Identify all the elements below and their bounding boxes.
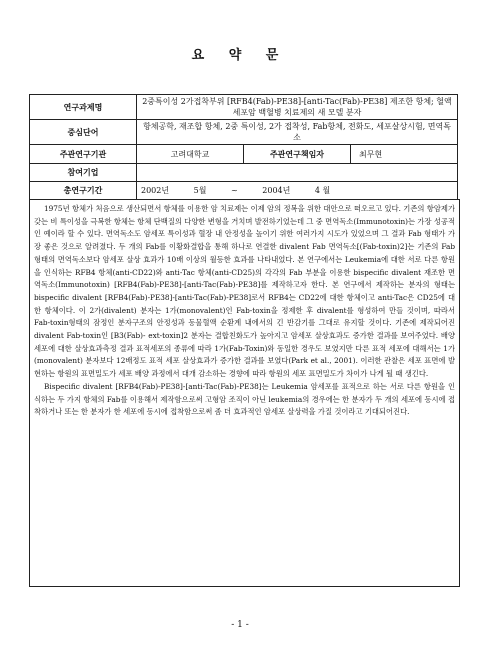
org-label: 주관연구기관: [30, 145, 137, 164]
period-label: 총연구기간: [30, 182, 137, 200]
keywords-value: 항체공학, 재조합 항체, 2중 특이성, 2가 접착성, Fab항체, 전화도, 세포살상시험, 면역독소: [137, 120, 458, 145]
page-title: 요 약 문: [191, 48, 289, 63]
row-participant: [30, 164, 458, 182]
row-organization: [30, 145, 458, 164]
page-number: - 1 -: [231, 620, 249, 630]
participant-label: 참여기업: [30, 164, 137, 182]
abstract-paragraph-1: 1975년 항체가 처음으로 생산되면서 항체를 이용한 암 치료제는 이제 암의 정복을 위한 대안으로 떠오르고 있다. 기존의 항암제가 갖는 비 특이성을 극복한 항체는 항체 단백질의 다양한 변형을 거치며 발전하기었는데 그 중 면역독소(Immunotoxin)는 가장 성공적인 예이라 할 수 있다. 면역독소도 암세포 특이성과 혈장 내 안정성을 높이기 위한 여러가지 시도가 있었으며 그 결과 Fab 형태가 가장 좋은 것으로 알려졌다. 두 개의 Fab를 이황화결합을 통해 하나로 연결한 divalent Fab 면역독소[(Fab-toxin)2]는 기존의 Fab 형태의 면역독소보다 암세포 살상 효과가 10배 이상의 월등한 효과를 나타내었다. 본 연구에서는 Leukemia에 대한 서로 다른 항원을 인식하는 RFB4 항체(anti-CD22)와 anti-Tac 항체(anti-CD25)의 각각의 Fab 부분을 이용한 bispecific divalent 재조한 면역독소(Immunotoxin) [RFB4(Fab)-PE38]-[anti-Tac(Fab)-PE38]를 제작하고자 한다. 본 연구에서 제작하는 분자의 형태는 bispecific divalent [RFB4(Fab)-PE38]-[anti-Tac(Fab)-PE38]로서 RFB4는 CD22에 대한 항체이고 anti-Tac은 CD25에 대한 항체이다. 이 2가(divalent) 분자는 1가(monovalent)인 Fab-toxin을 정제한 후 divalent를 형성하여 만들 것이며, 따라서 Fab-toxin형태의 잠정인 분자구조의 안정성과 동물혈액 순환계 내에서의 긴 반감기를 그대로 유지할 것이다. 기존에 제작되어진 divalent Fab-toxin인 [B3(Fab)- ext-toxin]2 분자는 결합친화도가 높아지고 암세포 살상효과도 증가한 결과를 보여주었다. 배양 세포에 대한 살상효과측정 결과 표적세포의 종류에 따라 1가(Fab-Toxin)와 동일한 경우도 보였지만 다른 표적 세포에 대해서는 1가(monovalent) 분자보다 12배정도 표적 세포 살상효과가 증가한 결과를 보였다(Park et al., 2001). 이러한 관찰은 세포 표면에 발현하는 항원의 표면밀도가 세포 배양 과정에서 대개 감소하는 경향에 따라 항원의 세포 표면밀도가 차이가 나게 될 때 생긴다.: [34, 204, 455, 379]
abstract-paragraph-2: Bispecific divalent [RFB4(Fab)-PE38]-[anti-Tac(Fab)-PE38]는 Leukemia 암세포를 표적으로 하는 서로 다른 항원을 인식하는 두 가지 항체의 Fab를 이용해서 제작함으로써 고형암 조직이 아닌 leukemia의 경우에는 한 분자가 두 개의 세포에 동시에 접착하거나 또는 한 분자가 한 세포에 동시에 접착함으로써 좀 더 효과적인 암세포 살상력을 가질 것이라고 기대되어진다.: [34, 381, 455, 417]
row-project-name: [30, 95, 458, 120]
abstract-box: [29, 199, 460, 587]
project-name-value: 2중특이성 2가접착부위 [RFB4(Fab)-PE38]-[anti-Tac(Fab)-PE38] 제조한 항체; 혈액세포암 백혈병 치료제의 새 모델 분자: [137, 95, 458, 120]
period-end-year: 2004년: [262, 186, 291, 195]
row-period: [30, 182, 458, 200]
org-value: 고려대학교: [137, 145, 244, 164]
period-separator: ~: [231, 186, 238, 195]
project-name-label: 연구과제명: [30, 95, 137, 120]
period-start-year: 2002년: [141, 186, 170, 195]
participant-value: [137, 164, 458, 182]
row-keywords: [30, 120, 458, 145]
summary-info-table: [29, 94, 458, 200]
period-start-month: 5월: [193, 186, 207, 195]
keywords-label: 중심단어: [30, 120, 137, 145]
pi-value: 최무현: [351, 145, 458, 164]
period-end-month: 4 월: [314, 186, 331, 195]
pi-label: 주관연구책임자: [244, 145, 351, 164]
period-value: [137, 182, 458, 200]
